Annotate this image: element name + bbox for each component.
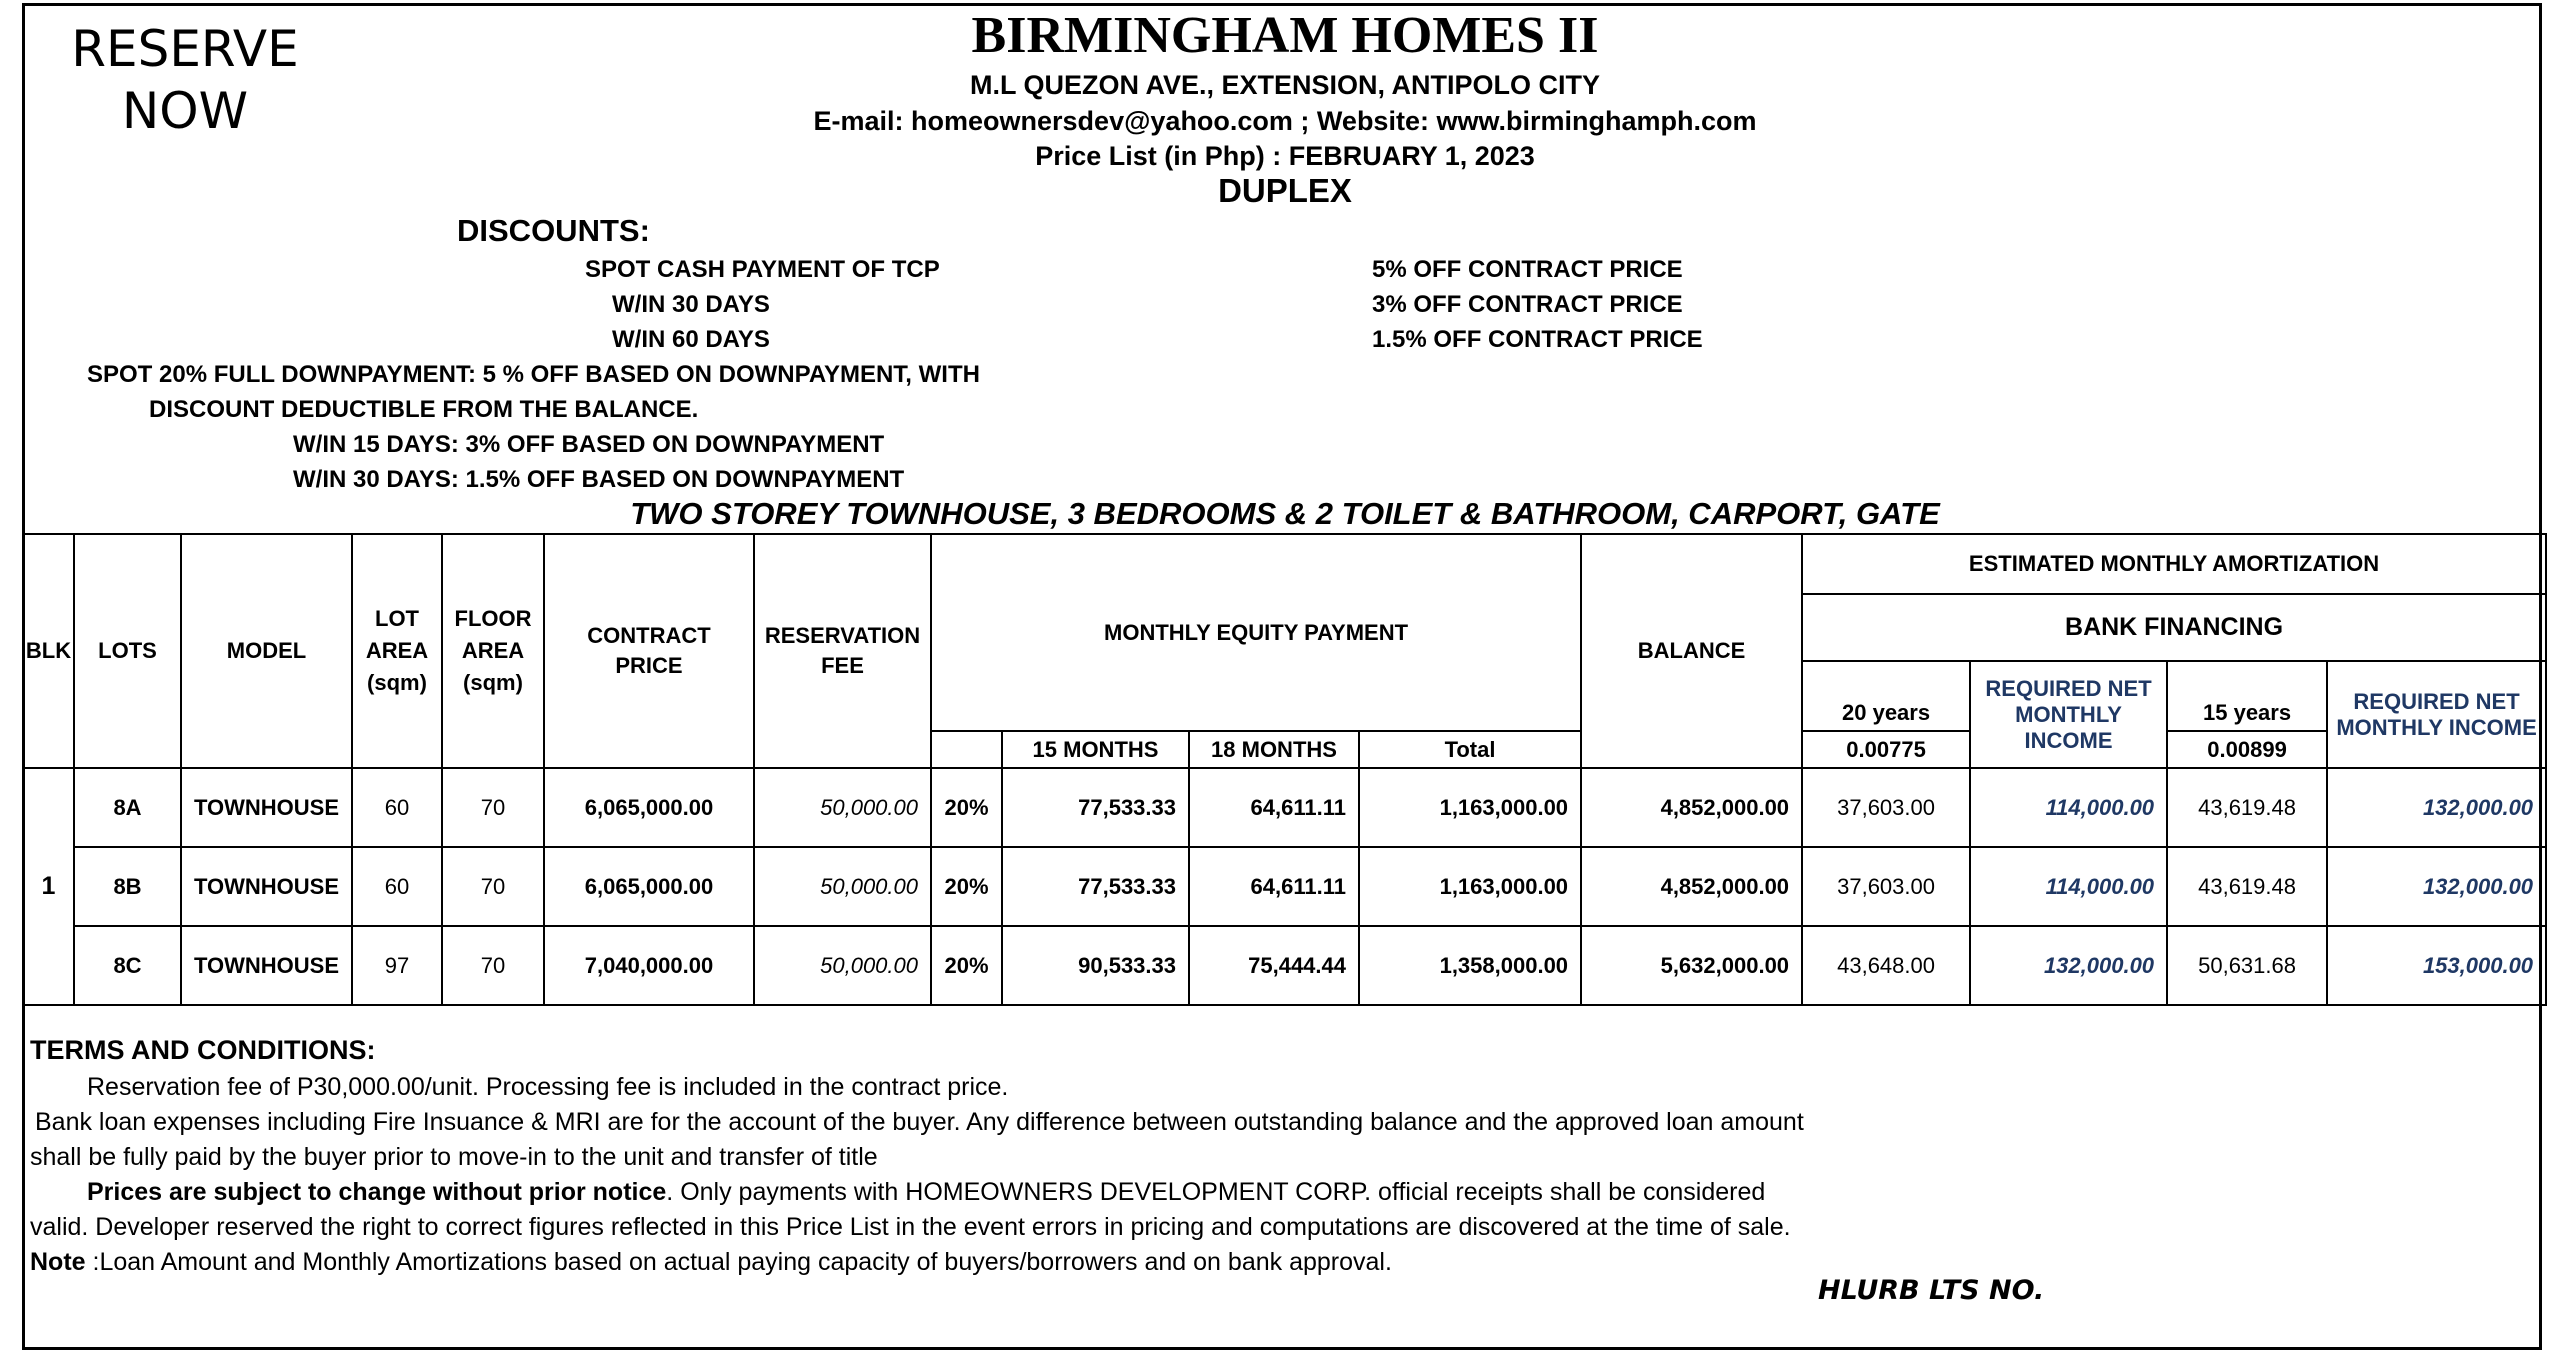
discount-win30: W/IN 30 DAYS xyxy=(612,291,770,318)
amortization-15-cell: 50,631.68 xyxy=(2167,926,2327,1005)
blk-cell: 1 xyxy=(23,768,74,1005)
amortization-20-cell: 37,603.00 xyxy=(1802,847,1970,926)
discount-spot20-line1: SPOT 20% FULL DOWNPAYMENT: 5 % OFF BASED ON DOWNPAYMENT, WITH xyxy=(87,361,980,388)
price-list-sheet xyxy=(22,3,2542,1350)
model-cell: TOWNHOUSE xyxy=(181,768,352,847)
dp-percent-cell: 20% xyxy=(931,847,1002,926)
unit-type: DUPLEX xyxy=(1218,172,1352,209)
header-required-income-15: REQUIRED NET MONTHLY INCOME xyxy=(2327,661,2546,768)
income-20-cell: 132,000.00 xyxy=(1970,926,2167,1005)
equity-18-months-cell: 64,611.11 xyxy=(1189,847,1359,926)
header-15-years: 15 years xyxy=(2167,661,2327,731)
header-monthly-equity: MONTHLY EQUITY PAYMENT xyxy=(931,534,1581,731)
equity-18-months-cell: 64,611.11 xyxy=(1189,768,1359,847)
price-list-date: Price List (in Php) : FEBRUARY 1, 2023 xyxy=(1035,141,1535,171)
lot-cell: 8A xyxy=(74,768,181,847)
lot-cell: 8B xyxy=(74,847,181,926)
header-floor-area: FLOOR AREA (sqm) xyxy=(442,534,544,768)
model-cell: TOWNHOUSE xyxy=(181,847,352,926)
terms-line-reservation: Reservation fee of P30,000.00/unit. Processing fee is included in the contract price. xyxy=(87,1073,1009,1101)
header-reservation-fee: RESERVATION FEE xyxy=(754,534,931,768)
header-balance: BALANCE xyxy=(1581,534,1802,768)
header-20-years: 20 years xyxy=(1802,661,1970,731)
table-row xyxy=(23,847,2546,926)
income-20-cell: 114,000.00 xyxy=(1970,768,2167,847)
header-15-months: 15 MONTHS xyxy=(1002,731,1189,768)
terms-line-bank-loan: Bank loan expenses including Fire Insuance & MRI are for the account of the buyer. Any difference between outstanding balance and the approved loan amount xyxy=(35,1108,1804,1136)
price-table xyxy=(22,533,2547,1006)
reservation-fee-cell: 50,000.00 xyxy=(754,926,931,1005)
equity-15-months-cell: 77,533.33 xyxy=(1002,768,1189,847)
terms-line-bank-loan-cont: shall be fully paid by the buyer prior to move-in to the unit and transfer of title xyxy=(30,1143,878,1171)
header-required-income-20: REQUIRED NET MONTHLY INCOME xyxy=(1970,661,2167,768)
contact-info: E-mail: homeownersdev@yahoo.com ; Website: www.birminghamph.com xyxy=(813,106,1757,136)
header-blk: BLK xyxy=(23,534,74,768)
contract-price-cell: 6,065,000.00 xyxy=(544,847,754,926)
lot-area-cell: 60 xyxy=(352,847,442,926)
reserve-now-label: RESERVE NOW xyxy=(71,20,299,140)
equity-18-months-cell: 75,444.44 xyxy=(1189,926,1359,1005)
table-row xyxy=(23,926,2546,1005)
terms-line-prices: Prices are subject to change without prior notice. Only payments with HOMEOWNERS DEVELOPMENT CORP. official receipts shall be considered xyxy=(87,1178,1766,1206)
lot-area-cell: 97 xyxy=(352,926,442,1005)
equity-total-cell: 1,163,000.00 xyxy=(1359,768,1581,847)
balance-cell: 4,852,000.00 xyxy=(1581,847,1802,926)
amortization-20-cell: 37,603.00 xyxy=(1802,768,1970,847)
lot-cell: 8C xyxy=(74,926,181,1005)
floor-area-cell: 70 xyxy=(442,847,544,926)
amortization-15-cell: 43,619.48 xyxy=(2167,768,2327,847)
hlurb-lts-no: HLURB LTS NO. xyxy=(1818,1275,2045,1306)
floor-area-cell: 70 xyxy=(442,768,544,847)
reservation-fee-cell: 50,000.00 xyxy=(754,847,931,926)
discount-spot20-line2: DISCOUNT DEDUCTIBLE FROM THE BALANCE. xyxy=(149,396,699,423)
header-contract-price: CONTRACT PRICE xyxy=(544,534,754,768)
floor-area-cell: 70 xyxy=(442,926,544,1005)
discount-win30-value: 3% OFF CONTRACT PRICE xyxy=(1372,291,1683,318)
terms-line-valid: valid. Developer reserved the right to correct figures reflected in this Price List in the event errors in pricing and computations are discovered at the time of sale. xyxy=(30,1213,1791,1241)
discount-win60: W/IN 60 DAYS xyxy=(612,326,770,353)
discount-dp15: W/IN 15 DAYS: 3% OFF BASED ON DOWNPAYMENT xyxy=(293,431,885,458)
balance-cell: 5,632,000.00 xyxy=(1581,926,1802,1005)
discount-win60-value: 1.5% OFF CONTRACT PRICE xyxy=(1372,326,1703,353)
unit-description: TWO STOREY TOWNHOUSE, 3 BEDROOMS & 2 TOILET & BATHROOM, CARPORT, GATE xyxy=(630,496,1940,531)
equity-15-months-cell: 77,533.33 xyxy=(1002,847,1189,926)
income-20-cell: 114,000.00 xyxy=(1970,847,2167,926)
income-15-cell: 132,000.00 xyxy=(2327,768,2546,847)
header-model: MODEL xyxy=(181,534,352,768)
header-18-months: 18 MONTHS xyxy=(1189,731,1359,768)
income-15-cell: 132,000.00 xyxy=(2327,847,2546,926)
header-bank-financing: BANK FINANCING xyxy=(1802,594,2546,661)
discount-spot-cash: SPOT CASH PAYMENT OF TCP xyxy=(585,256,940,283)
income-15-cell: 153,000.00 xyxy=(2327,926,2546,1005)
project-title: BIRMINGHAM HOMES II xyxy=(971,7,1599,64)
equity-total-cell: 1,358,000.00 xyxy=(1359,926,1581,1005)
header-20-years-factor: 0.00775 xyxy=(1802,731,1970,768)
discount-dp30: W/IN 30 DAYS: 1.5% OFF BASED ON DOWNPAYMENT xyxy=(293,466,905,493)
project-address: M.L QUEZON AVE., EXTENSION, ANTIPOLO CITY xyxy=(969,70,1601,100)
discounts-heading: DISCOUNTS: xyxy=(457,213,650,248)
header-lots: LOTS xyxy=(74,534,181,768)
reservation-fee-cell: 50,000.00 xyxy=(754,768,931,847)
contract-price-cell: 7,040,000.00 xyxy=(544,926,754,1005)
equity-15-months-cell: 90,533.33 xyxy=(1002,926,1189,1005)
dp-percent-cell: 20% xyxy=(931,768,1002,847)
equity-total-cell: 1,163,000.00 xyxy=(1359,847,1581,926)
amortization-20-cell: 43,648.00 xyxy=(1802,926,1970,1005)
header-15-years-factor: 0.00899 xyxy=(2167,731,2327,768)
table-row xyxy=(23,768,2546,847)
dp-percent-cell: 20% xyxy=(931,926,1002,1005)
header-pct-blank xyxy=(931,731,1002,768)
amortization-15-cell: 43,619.48 xyxy=(2167,847,2327,926)
terms-heading: TERMS AND CONDITIONS: xyxy=(30,1035,376,1065)
balance-cell: 4,852,000.00 xyxy=(1581,768,1802,847)
header-estimated-amortization: ESTIMATED MONTHLY AMORTIZATION xyxy=(1802,534,2546,594)
lot-area-cell: 60 xyxy=(352,768,442,847)
terms-note: Note :Loan Amount and Monthly Amortizations based on actual paying capacity of buyers/borrowers and on bank approval. xyxy=(30,1248,1392,1276)
discount-spot-cash-value: 5% OFF CONTRACT PRICE xyxy=(1372,256,1683,283)
header-lot-area: LOT AREA (sqm) xyxy=(352,534,442,768)
header-total: Total xyxy=(1359,731,1581,768)
model-cell: TOWNHOUSE xyxy=(181,926,352,1005)
contract-price-cell: 6,065,000.00 xyxy=(544,768,754,847)
